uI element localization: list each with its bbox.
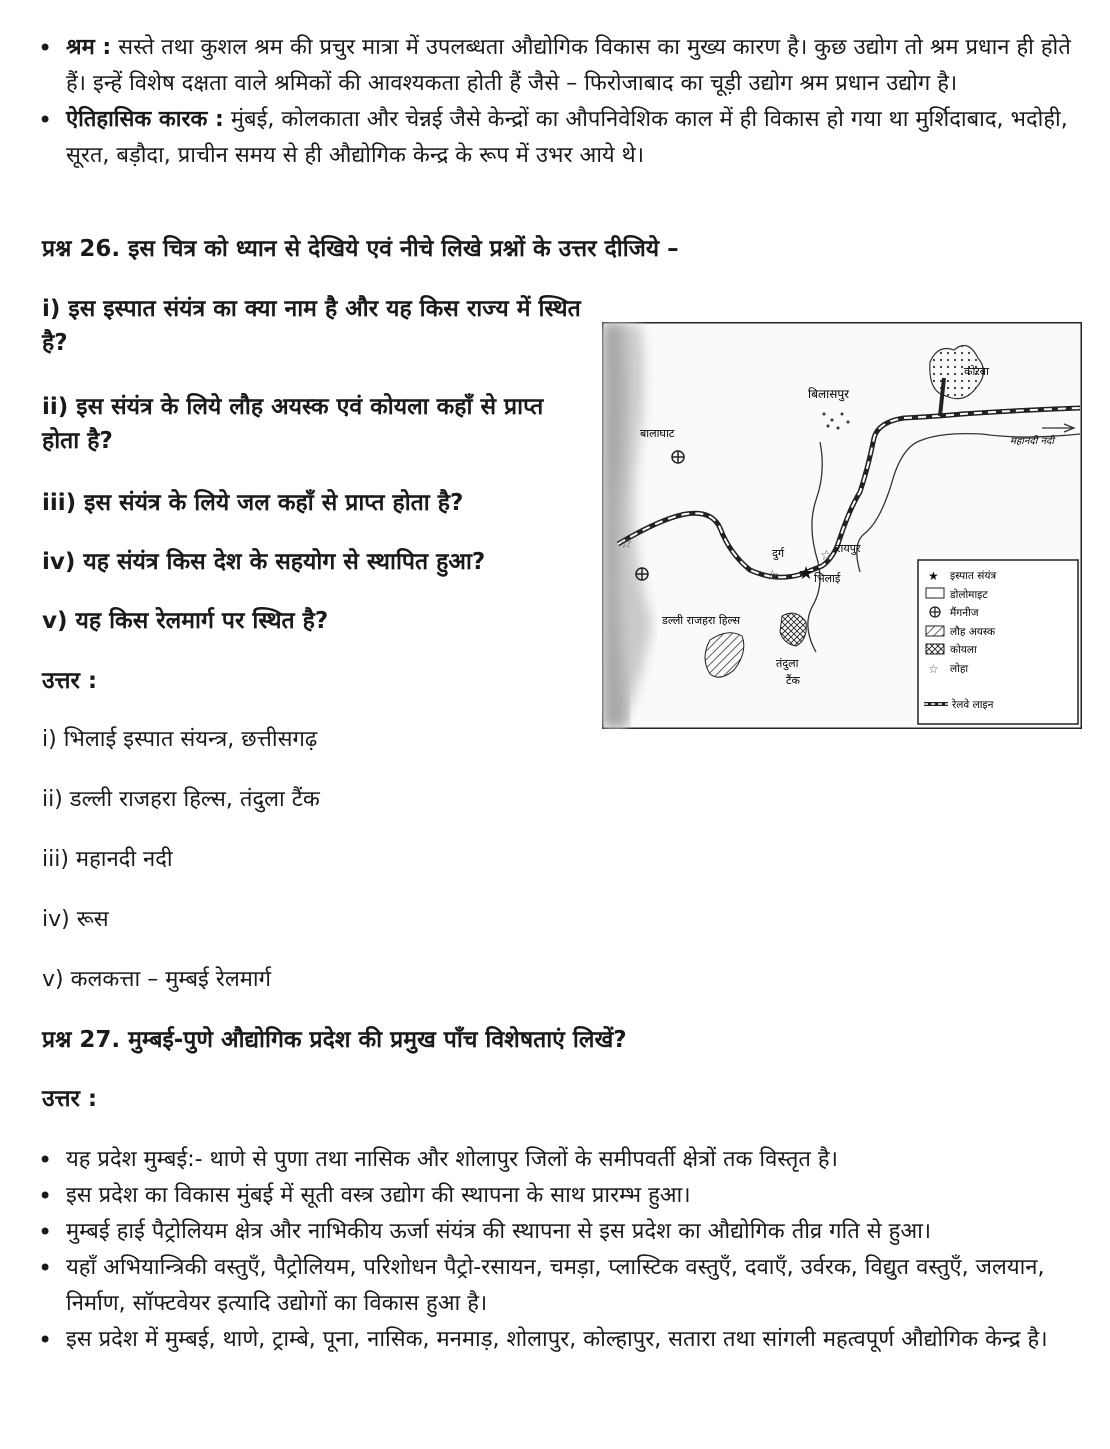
bullet-label: श्रम : — [66, 35, 112, 60]
star-icon: ☆ — [766, 568, 779, 584]
subquestion-5: v) यह किस रेलमार्ग पर स्थित है? — [42, 608, 329, 634]
list-item: • इस प्रदेश में मुम्बई, थाणे, ट्राम्बे, पूना, नासिक, मनमाड़, शोलापुर, कोल्हापुर, सतारा तथा सांगली महत्वपूर्ण औद्योगिक केन्द्र है। — [0, 1322, 1080, 1358]
list-item: • यह प्रदेश मुम्बई:- थाणे से पुणा तथा नासिक और शोलापुर जिलों के समीपवर्ती क्षेत्रों तक विस्तृत है। — [0, 1142, 1080, 1178]
answer-5: v) कलकत्ता – मुम्बई रेलमार्ग — [42, 967, 272, 992]
subquestion-4: iv) यह संयंत्र किस देश के सहयोग से स्थापित हुआ? — [42, 549, 486, 575]
bullet-label: ऐतिहासिक कारक : — [66, 107, 224, 132]
list-item — [0, 102, 1080, 174]
legend-item: डोलोमाइट — [950, 589, 988, 601]
star-icon: ☆ — [620, 536, 633, 552]
map-label-durg: दुर्ग — [772, 547, 785, 560]
question-26-title: प्रश्न 26. इस चित्र को ध्यान से देखिये एवं नीचे लिखे प्रश्नों के उत्तर दीजिये – — [42, 236, 679, 262]
list-item: • मुम्बई हाई पैट्रोलियम क्षेत्र और नाभिकीय ऊर्जा संयंत्र की स्थापना से इस प्रदेश का औद्योगिक तीव्र गति से हुआ। — [0, 1214, 1080, 1250]
map-label-korba: कोरबा — [964, 365, 989, 378]
map-label-bhilai: भिलाई — [814, 572, 841, 585]
answer-2: ii) डल्ली राजहरा हिल्स, तंदुला टैंक — [42, 787, 320, 812]
svg-text:★: ★ — [928, 569, 939, 583]
map-label-mahanadi: महानदी नदी — [1010, 436, 1054, 447]
list-item — [0, 30, 1080, 102]
legend-item: लोहा — [950, 663, 969, 675]
bullet-text: सस्ते तथा कुशल श्रम की प्रचुर मात्रा में उपलब्धता औद्योगिक विकास का मुख्य कारण है। कुछ उद्योग तो श्रम प्रधान ही होते हैं। इन्हें विशेष दक्षता वाले श्रमिकों की आवश्यकता होती हैं जैसे – फिरोजाबाद का चूड़ी उद्योग श्रम प्रधान उद्योग है। — [66, 35, 1071, 96]
legend-item: रेलवे लाइन — [952, 699, 994, 711]
legend-item: लौह अयस्क — [950, 626, 996, 638]
subquestion-2: ii) इस संयंत्र के लिये लौह अयस्क एवं कोयला कहाँ से प्राप्त होता है? — [42, 394, 544, 454]
legend-item: कोयला — [950, 644, 977, 656]
answer-label: उत्तर : — [42, 668, 98, 694]
map-label-raipur: रायपुर — [836, 542, 861, 555]
answer-label: उत्तर : — [42, 1086, 98, 1112]
map-legend — [918, 560, 1078, 724]
manganese-icon — [636, 568, 648, 580]
legend-manganese-icon — [930, 607, 940, 617]
legend-item: मैंगनीज — [950, 607, 979, 619]
q27-bullet-list — [0, 1142, 1080, 1358]
list-item: • इस प्रदेश का विकास मुंबई में सूती वस्त्र उद्योग की स्थापना के साथ प्रारम्भ हुआ। — [0, 1178, 1080, 1214]
legend-item: इस्पात संयंत्र — [950, 570, 997, 582]
list-item: • यहाँ अभियान्त्रिकी वस्तुएँ, पैट्रोलियम, परिशोधन पैट्रो-रसायन, चमड़ा, प्लास्टिक वस्तुएँ, दवाएँ, उर्वरक, विद्युत वस्तुएँ, जलयान, निर्माण, सॉफ्टवेयर इत्यादि उद्योगों का विकास हुआ है। — [0, 1250, 1080, 1322]
answer-3: iii) महानदी नदी — [42, 847, 173, 872]
manganese-icon — [672, 451, 684, 463]
star-icon: ☆ — [820, 548, 833, 564]
map-label-balaghat: बालाघाट — [640, 427, 675, 440]
map-label-bilaspur: बिलासपुर — [808, 387, 850, 401]
map-label-tandula: तंदुला — [776, 657, 799, 670]
answer-4: iv) रूस — [42, 907, 109, 932]
question-27-title: प्रश्न 27. मुम्बई-पुणे औद्योगिक प्रदेश की प्रमुख पाँच विशेषताएं लिखें? — [42, 1027, 627, 1053]
bullet-text: मुंबई, कोलकाता और चेन्नई जैसे केन्द्रों का औपनिवेशिक काल में ही विकास हो गया था मुर्शिदाबाद, भदोही, सूरत, बड़ौदा, प्राचीन समय से ही औद्योगिक केन्द्र के रूप में उभर आये थे। — [66, 107, 1068, 168]
steel-plant-star-icon: ★ — [798, 563, 815, 584]
map-label-tank: टैंक — [786, 674, 800, 687]
map-label-dalli: डल्ली राजहरा हिल्स — [662, 614, 741, 627]
answer-1: i) भिलाई इस्पात संयन्त्र, छत्तीसगढ़ — [42, 727, 318, 752]
subquestion-1: i) इस इस्पात संयंत्र का क्या नाम है और यह किस राज्य में स्थित है? — [42, 296, 581, 356]
subquestion-3: iii) इस संयंत्र के लिये जल कहाँ से प्राप्त होता है? — [42, 490, 464, 516]
bhilai-map — [602, 322, 1082, 729]
top-bullet-list — [0, 30, 1080, 174]
svg-text:☆: ☆ — [928, 662, 939, 676]
